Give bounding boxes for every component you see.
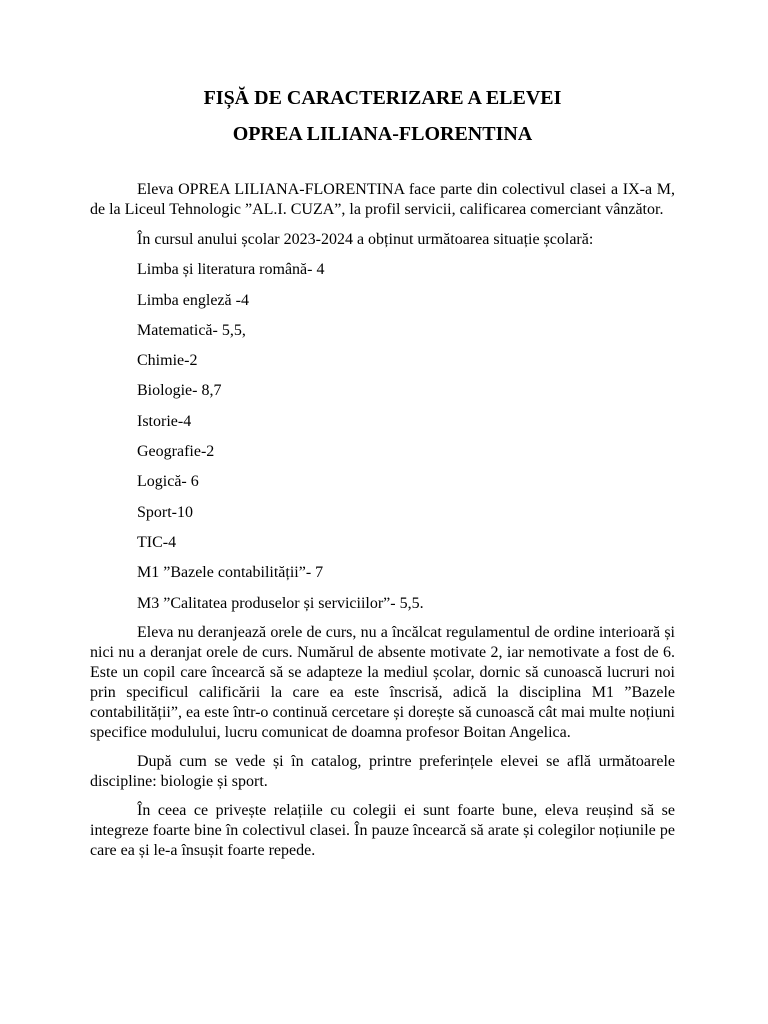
grade-item: M1 ”Bazele contabilității”- 7 [137,564,324,582]
grade-item: Istorie-4 [137,412,192,430]
grade-item: M3 ”Calitatea produselor și serviciilor”- 5,5. [137,594,424,612]
situation-intro: În cursul anului școlar 2023-2024 a obținut următoarea situație școlară: [137,231,594,248]
behavior-paragraph: Eleva nu deranjează orele de curs, nu a încălcat regulamentul de ordine interioară și nici nu a deranjat orele de curs. Numărul de absente motivate 2, iar nemotivate a fost de 6. Este un copil care încearcă să se adapteze la mediul școlar, dornic să cunoască lucruri noi prin specificul calificării la care ea este înscrisă, adică la disciplina M1 ”Bazele contabilității”, ea este într-o continuă cercetare și dorește să cunoască cât mai multe noțiuni specifice modulului, lucru comunicat de doamna profesor Boitan Angelica. [90,623,675,741]
grade-item: Biologie- 8,7 [137,382,222,400]
student-name-heading: OPREA LILIANA-FLORENTINA [232,123,533,145]
grade-item: Limba și literatura română- 4 [137,261,325,279]
relations-paragraph: În ceea ce privește relațiile cu colegii ei sunt foarte bune, eleva reușind să se integreze foarte bine în colectivul clasei. În pauze încearcă să arate și colegilor noțiunile pe care ea și le-a însușit foarte repede. [90,801,675,859]
grade-item: Matematică- 5,5, [137,321,246,339]
document-page [90,86,675,861]
document-title: FIȘĂ DE CARACTERIZARE A ELEVEI [203,87,562,109]
intro-paragraph: Eleva OPREA LILIANA-FLORENTINA face parte din colectivul clasei a IX-a M, de la Liceul Tehnologic ”AL.I. CUZA”, la profil servicii, calificarea comerciant vânzător. [90,181,675,218]
preferences-paragraph: După cum se vede și în catalog, printre preferințele elevei se află următoarele discipline: biologie și sport. [90,752,675,790]
grade-item: Sport-10 [137,503,193,521]
grade-item: TIC-4 [137,533,177,551]
grade-item: Chimie-2 [137,352,198,370]
grade-item: Limba engleză -4 [137,291,249,309]
grade-item: Geografie-2 [137,443,215,461]
grades-list [90,260,675,613]
grade-item: Logică- 6 [137,473,199,491]
